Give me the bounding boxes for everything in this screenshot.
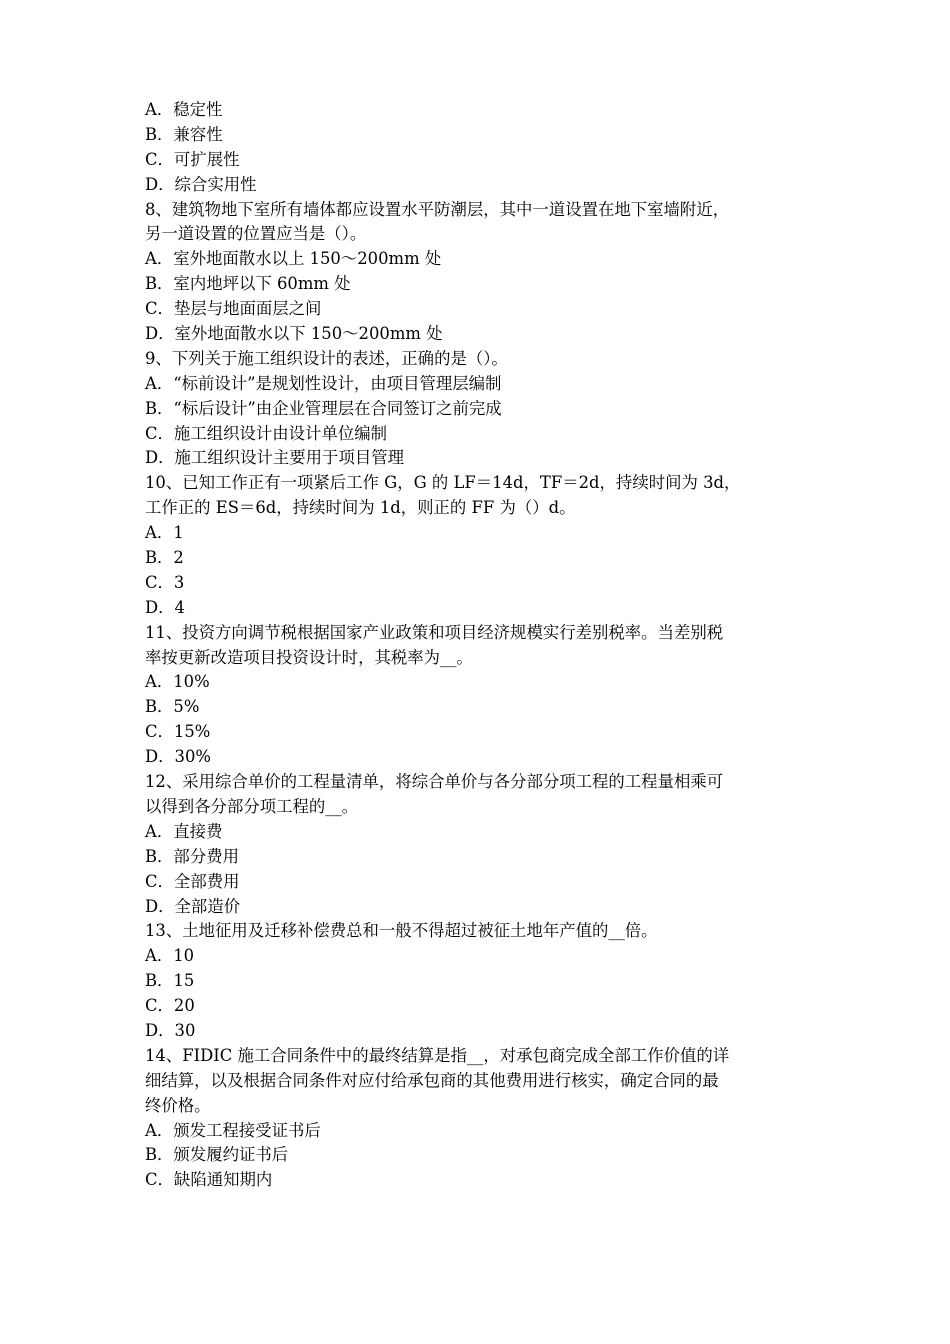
text-line: B．兼容性 bbox=[145, 124, 223, 144]
text-line: D．施工组织设计主要用于项目管理 bbox=[145, 448, 404, 468]
text-line: B．2 bbox=[145, 548, 184, 568]
question-14-line-3: 终价格。 bbox=[145, 1095, 211, 1115]
text-line: A．1 bbox=[145, 523, 184, 543]
text-line: D．综合实用性 bbox=[145, 174, 257, 194]
question-10-line-1: 10、已知工作正有一项紧后工作 G，G 的 LF＝14d，TF＝2d，持续时间为 3d， bbox=[145, 473, 741, 493]
text-line: A．直接费 bbox=[145, 821, 223, 841]
text-line: C．全部费用 bbox=[145, 871, 240, 891]
question-14-line-1: 14、FIDIC 施工合同条件中的最终结算是指__，对承包商完成全部工作价值的详 bbox=[145, 1045, 730, 1065]
text-line: C．20 bbox=[145, 996, 195, 1016]
text-line: A．10 bbox=[145, 946, 195, 966]
text-line: A．10% bbox=[145, 672, 210, 692]
text-line: A．室外地面散水以上 150～200mm 处 bbox=[145, 249, 442, 269]
text-line: D．4 bbox=[145, 597, 185, 617]
question-8-line-1: 8、建筑物地下室所有墙体都应设置水平防潮层，其中一道设置在地下室墙附近， bbox=[145, 199, 730, 219]
text-line: B．“标后设计”由企业管理层在合同签订之前完成 bbox=[145, 398, 502, 418]
text-line: D．全部造价 bbox=[145, 896, 241, 916]
question-14-line-2: 细结算，以及根据合同条件对应付给承包商的其他费用进行核实，确定合同的最 bbox=[145, 1070, 719, 1090]
question-10-line-2: 工作正的 ES＝6d，持续时间为 1d，则正的 FF 为（）d。 bbox=[145, 498, 576, 518]
text-line: B．颁发履约证书后 bbox=[145, 1145, 289, 1165]
text-line: C．可扩展性 bbox=[145, 149, 240, 169]
text-line: B．5% bbox=[145, 697, 200, 717]
question-11-line-1: 11、投资方向调节税根据国家产业政策和项目经济规模实行差别税率。当差别税 bbox=[145, 622, 724, 642]
text-line: B．室内地坪以下 60mm 处 bbox=[145, 274, 351, 294]
question-8-line-2: 另一道设置的位置应当是（）。 bbox=[145, 224, 367, 244]
document-page bbox=[145, 98, 810, 1193]
text-line: C．缺陷通知期内 bbox=[145, 1170, 273, 1190]
text-line: C．3 bbox=[145, 572, 185, 592]
text-line: D．室外地面散水以下 150～200mm 处 bbox=[145, 324, 443, 344]
question-12-line-2: 以得到各分部分项工程的__。 bbox=[145, 796, 359, 816]
text-line: D．30 bbox=[145, 1020, 196, 1040]
text-line: A．“标前设计”是规划性设计，由项目管理层编制 bbox=[145, 373, 502, 393]
text-line: C．15% bbox=[145, 722, 211, 742]
question-13: 13、土地征用及迁移补偿费总和一般不得超过被征土地年产值的__倍。 bbox=[145, 921, 658, 941]
text-line: A．稳定性 bbox=[145, 100, 223, 119]
text-line: C．施工组织设计由设计单位编制 bbox=[145, 423, 388, 443]
question-11-line-2: 率按更新改造项目投资设计时，其税率为__。 bbox=[145, 647, 473, 667]
question-12-line-1: 12、采用综合单价的工程量清单，将综合单价与各分部分项工程的工程量相乘可 bbox=[145, 772, 724, 792]
text-line: D．30% bbox=[145, 747, 211, 767]
question-9: 9、下列关于施工组织设计的表述，正确的是（）。 bbox=[145, 348, 508, 368]
text-line: B．15 bbox=[145, 971, 195, 991]
text-line: B．部分费用 bbox=[145, 846, 239, 866]
text-line: C．垫层与地面面层之间 bbox=[145, 299, 322, 319]
text-line: A．颁发工程接受证书后 bbox=[145, 1120, 321, 1140]
